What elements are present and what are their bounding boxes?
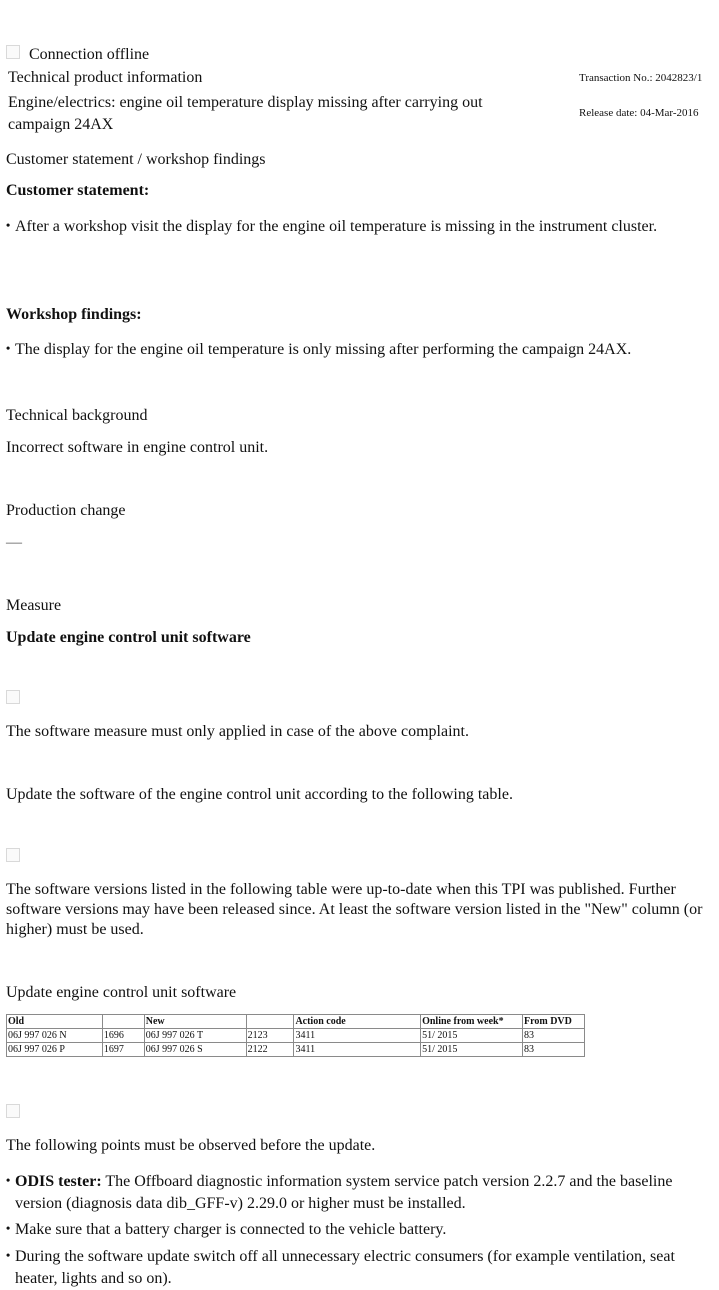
offline-checkbox[interactable] <box>6 45 20 59</box>
table-row <box>7 1029 585 1043</box>
section-heading-customer: Customer statement / workshop findings <box>6 151 266 168</box>
transaction-number: Transaction No.: 2042823/1 <box>579 72 703 84</box>
bullet-icon: • <box>6 1248 11 1262</box>
table-cell: 06J 997 026 T <box>144 1029 246 1043</box>
table-cell: 51/ 2015 <box>421 1043 523 1057</box>
note-checkbox[interactable] <box>6 1104 20 1118</box>
list-item <box>6 1219 711 1241</box>
measure-note: Update the software of the engine control unit according to the following table. <box>6 786 513 803</box>
table-cell: 2122 <box>246 1043 294 1057</box>
note-checkbox[interactable] <box>6 848 20 862</box>
background-text: Incorrect software in engine control unit. <box>6 439 269 456</box>
table-cell: 06J 997 026 S <box>144 1043 246 1057</box>
table-cell: 83 <box>523 1043 585 1057</box>
list-item-text: The display for the engine oil temperature is only missing after performing the campaign 24AX. <box>15 341 632 358</box>
bullet-icon: • <box>6 341 11 355</box>
col-header-action-code: Action code <box>294 1015 421 1029</box>
bullet-icon: • <box>6 1173 11 1187</box>
table-cell: 06J 997 026 P <box>7 1043 103 1057</box>
measure-note: The following points must be observed before the update. <box>6 1137 376 1154</box>
table-cell: 2123 <box>246 1029 294 1043</box>
release-date: Release date: 04-Mar-2016 <box>579 107 699 119</box>
bullet-icon: • <box>6 218 11 232</box>
point-text: Make sure that a battery charger is connected to the vehicle battery. <box>15 1221 447 1238</box>
table-header-row <box>7 1015 585 1029</box>
table-cell: 51/ 2015 <box>421 1029 523 1043</box>
point-text: The Offboard diagnostic information system service patch version 2.2.7 and the baseline version (diagnosis data dib_GFF-v) 2.29.0 or higher must be installed. <box>15 1173 673 1212</box>
measure-subheading: Update engine control unit software <box>6 629 251 646</box>
point-bold-label: ODIS tester: <box>15 1173 102 1190</box>
list-item <box>6 1171 711 1215</box>
table-cell: 3411 <box>294 1043 421 1057</box>
production-text: — <box>6 534 22 551</box>
list-item <box>6 216 696 238</box>
doc-type: Technical product information <box>8 69 203 86</box>
section-heading-measure: Measure <box>6 597 62 614</box>
measure-note: The software measure must only applied in case of the above complaint. <box>6 723 469 740</box>
connection-status: Connection offline <box>29 46 150 63</box>
col-header-old: Old <box>7 1015 103 1029</box>
bullet-icon: • <box>6 1221 11 1235</box>
page-title: Engine/electrics: engine oil temperature display missing after carrying out campaign 24AX <box>8 94 483 133</box>
measure-note: The software versions listed in the following table were up-to-date when this TPI was published. Further software versions may have been released since. At least the software version listed in the "New" column (or higher) must be used. <box>6 881 703 938</box>
software-table <box>6 1014 585 1057</box>
workshop-findings-label: Workshop findings: <box>6 306 142 323</box>
list-item-text <box>6 1171 711 1215</box>
list-item <box>6 339 716 361</box>
note-checkbox[interactable] <box>6 690 20 704</box>
list-item <box>6 1246 711 1290</box>
col-header-from-dvd: From DVD <box>523 1015 585 1029</box>
table-cell: 1696 <box>102 1029 144 1043</box>
col-header-online-week: Online from week* <box>421 1015 523 1029</box>
table-cell: 06J 997 026 N <box>7 1029 103 1043</box>
list-item-text: After a workshop visit the display for the engine oil temperature is missing in the instrument cluster. <box>15 218 658 235</box>
col-header-old-number <box>102 1015 144 1029</box>
section-heading-background: Technical background <box>6 407 148 424</box>
table-cell: 3411 <box>294 1029 421 1043</box>
table-row <box>7 1043 585 1057</box>
table-cell: 83 <box>523 1029 585 1043</box>
col-header-new: New <box>144 1015 246 1029</box>
list-item-text <box>6 1246 711 1290</box>
list-item-text <box>6 1219 711 1241</box>
section-heading-production: Production change <box>6 502 126 519</box>
table-caption: Update engine control unit software <box>6 984 237 1001</box>
point-text: During the software update switch off all unnecessary electric consumers (for example ventilation, seat heater, lights and so on). <box>15 1248 675 1287</box>
table-cell: 1697 <box>102 1043 144 1057</box>
col-header-new-number <box>246 1015 294 1029</box>
customer-statement-label: Customer statement: <box>6 182 150 199</box>
